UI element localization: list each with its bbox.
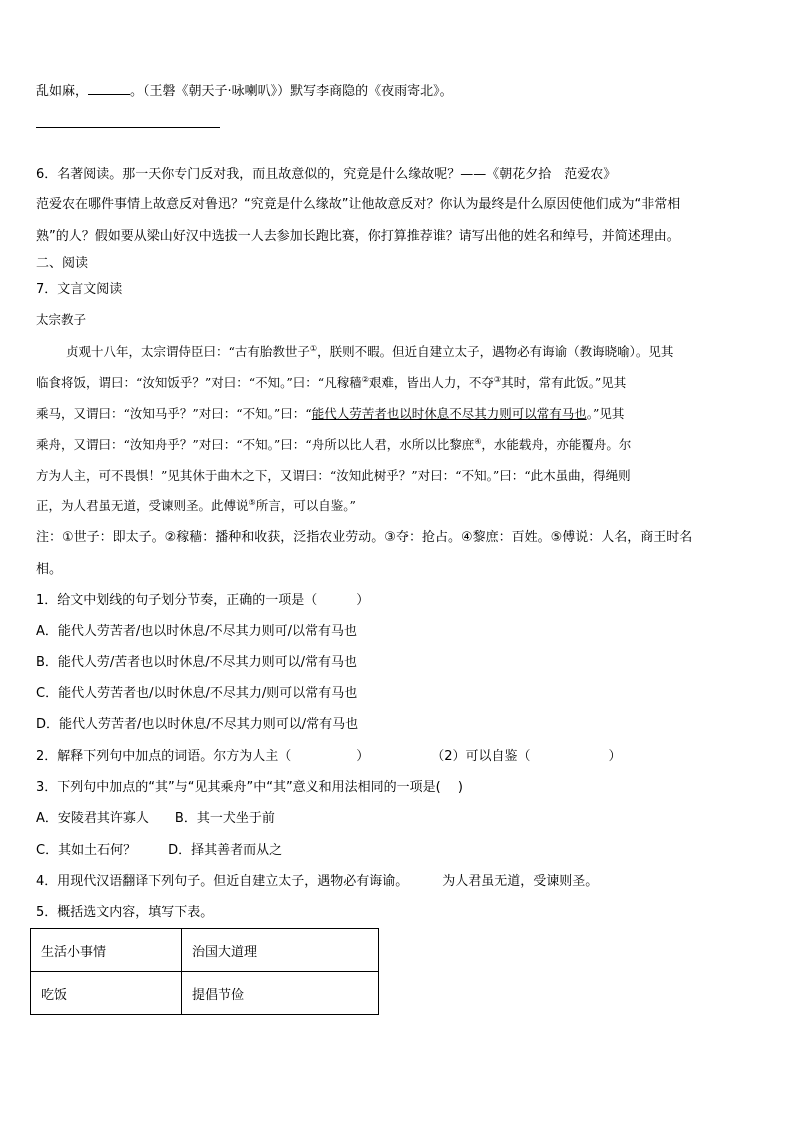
passage-text: 乘马，又谓曰：“汝知马乎？”对曰：“不知。”曰：“ xyxy=(36,406,312,421)
q3-options-row-2 xyxy=(36,842,282,860)
q4-sentence-1: 4．用现代汉语翻译下列句子。但近自建立太子，遇物必有诲谕。 xyxy=(36,874,409,889)
passage-line-2 xyxy=(36,374,626,392)
footnote-marker: ③ xyxy=(493,374,502,384)
section-heading-reading: 二、阅读 xyxy=(36,256,89,271)
question-5: 5．概括选文内容，填写下表。 xyxy=(36,905,214,920)
table-header-cell: 生活小事情 xyxy=(31,929,182,972)
passage-line-3 xyxy=(36,405,624,423)
footnote-marker: ④ xyxy=(474,436,482,446)
passage-text: 临食将饭，谓曰：“汝知饭乎？”对曰：“不知。”曰：“凡稼穑 xyxy=(36,375,362,390)
question-1: 1．给文中划线的句子划分节奏，正确的一项是（ ） xyxy=(36,593,370,608)
q6-line-1: 6．名著阅读。那一天你专门反对我，而且故意似的，究竟是什么缘故呢？——《朝花夕拾 范爱农》 xyxy=(36,167,617,182)
q4-sentence-2: 为人君虽无道，受谏则圣。 xyxy=(442,874,599,889)
notes-line-2: 相。 xyxy=(36,562,63,577)
q2-part-2: （2）可以自鉴（ ） xyxy=(431,749,622,764)
underlined-sentence: 能代人劳苦者也以时休息不尽其力则可以常有马也 xyxy=(311,406,587,421)
passage-text: 正，为人君虽无道，受谏则圣。此傅说 xyxy=(36,498,249,513)
passage-text: 乘舟，又谓曰：“汝知舟乎？”对曰：“不知。”曰：“舟所以比人君，水所以比黎庶 xyxy=(36,437,475,452)
passage-line-5: 方为人主，可不畏惧！”见其休于曲木之下，又谓曰：“汝知此树乎？”对曰：“不知。”曰：“此木虽曲，得绳则 xyxy=(36,468,631,483)
footnote-marker: ② xyxy=(361,374,369,384)
q1-option-a[interactable]: A．能代人劳苦者/也以时休息/不尽其力则可/以常有马也 xyxy=(36,624,358,639)
passage-line-1 xyxy=(66,343,673,361)
q5-text-post: 。（王磐《朝天子·咏喇叭》）默写李商隐的《夜雨寄北》。 xyxy=(130,84,453,99)
question-4 xyxy=(36,873,598,891)
q2-part-1: 2．解释下列句中加点的词语。尔方为人主（ ） xyxy=(36,749,370,764)
table-row xyxy=(31,972,379,1015)
q3-options-row-1 xyxy=(36,810,275,828)
answer-line[interactable] xyxy=(36,127,220,128)
passage-text: 艰难，皆出人力，不夺 xyxy=(368,375,494,390)
q1-option-c[interactable]: C．能代人劳苦者也/以时休息/不尽其力/则可以常有马也 xyxy=(36,686,358,701)
notes-line-1: 注：①世子：即太子。②稼穑：播种和收获，泛指农业劳动。③夺：抢占。④黎庶：百姓。⑤傅说：人名，商王时名 xyxy=(36,530,693,545)
passage-text: 。”见其 xyxy=(586,406,625,421)
q6-line-3: 熟”的人？假如要从梁山好汉中选拔一人去参加长跑比赛，你打算推荐谁？请写出他的姓名和绰号，并简述理由。 xyxy=(36,229,680,244)
q6-line-2: 范爱农在哪件事情上故意反对鲁迅？“究竟是什么缘故”让他故意反对？你认为最终是什么原因使他们成为“非常相 xyxy=(36,197,681,212)
passage-line-6 xyxy=(36,497,356,515)
passage-text: 贞观十八年，太宗谓侍臣曰：“古有胎教世子 xyxy=(66,344,310,359)
fill-blank[interactable] xyxy=(88,82,130,95)
footnote-marker: ⑤ xyxy=(248,497,256,507)
passage-text: ，朕则不暇。但近自建立太子，遇物必有诲谕（教诲晓喻）。见其 xyxy=(317,344,674,359)
passage-title: 太宗教子 xyxy=(36,312,87,327)
q1-option-d[interactable]: D．能代人劳苦者/也以时休息/不尽其力则可以/常有马也 xyxy=(36,717,359,732)
q3-option-b[interactable]: B．其一犬坐于前 xyxy=(174,811,275,826)
passage-text: ，水能载舟，亦能覆舟。尔 xyxy=(481,437,632,452)
q3-option-d[interactable]: D．择其善者而从之 xyxy=(168,843,283,858)
table-cell[interactable]: 吃饭 xyxy=(31,972,182,1015)
q3-option-a[interactable]: A．安陵君其许寡人 xyxy=(36,811,149,826)
question-3: 3．下列句中加点的“其”与“见其乘舟”中“其”意义和用法相同的一项是( ) xyxy=(36,780,463,795)
q7-title: 7．文言文阅读 xyxy=(36,282,123,297)
question-2 xyxy=(36,748,622,766)
table-header-row xyxy=(31,929,379,972)
q1-option-b[interactable]: B．能代人劳/苦者也以时休息/不尽其力则可以/常有马也 xyxy=(36,655,358,670)
passage-line-4 xyxy=(36,436,631,454)
q3-option-c[interactable]: C．其如土石何？ xyxy=(36,843,137,858)
summary-table xyxy=(30,928,379,1015)
table-header-cell: 治国大道理 xyxy=(182,929,379,972)
q5-text-pre: 乱如麻， xyxy=(36,84,89,99)
passage-text: 所言，可以自鉴。” xyxy=(255,498,356,513)
table-cell[interactable]: 提倡节俭 xyxy=(182,972,379,1015)
passage-text: 其时，常有此饭。”见其 xyxy=(501,375,627,390)
footnote-marker: ① xyxy=(309,343,318,353)
q5-continuation-line xyxy=(36,82,453,101)
